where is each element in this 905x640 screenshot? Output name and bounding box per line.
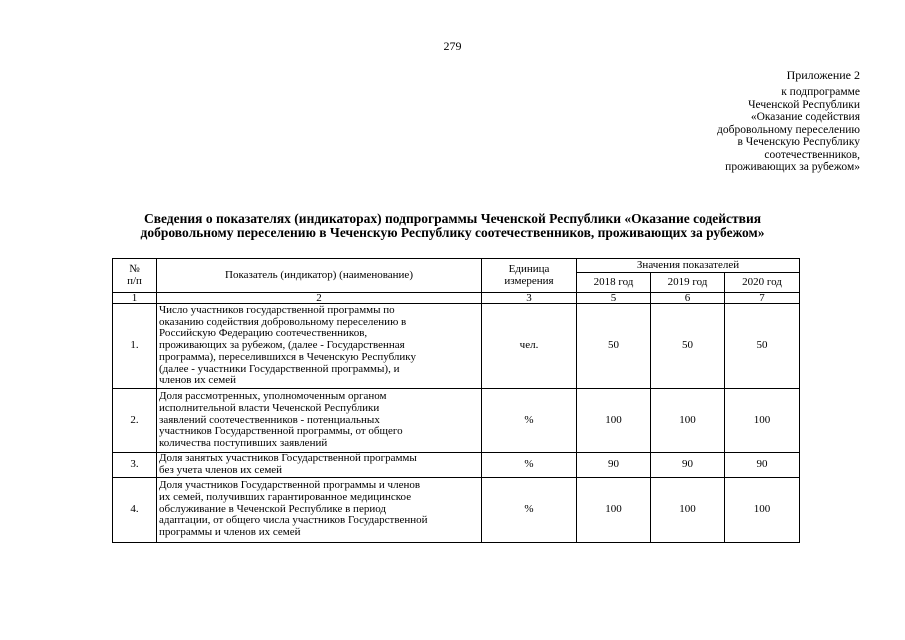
header-num-line: №	[129, 263, 140, 275]
row-num: 2.	[113, 389, 157, 453]
indicator-line: Доля участников Государственной программы и членов	[159, 479, 421, 492]
appendix-line: в Чеченскую Республику	[737, 136, 860, 148]
indicator-line: заявлений соотечественников - потенциальных	[159, 413, 380, 426]
header-num-line: п/п	[127, 274, 142, 287]
row-value-2018: 100	[577, 477, 651, 542]
row-unit: чел.	[482, 304, 577, 389]
indicator-line: их семей, получивших гарантированное медицинское	[159, 490, 412, 503]
table-row	[113, 453, 800, 478]
table-row	[113, 389, 800, 453]
document-title	[0, 212, 905, 240]
row-value-2019: 100	[651, 389, 725, 453]
row-unit: %	[482, 477, 577, 542]
header-year: 2019 год	[651, 273, 725, 293]
appendix-line: «Оказание содействия	[750, 111, 860, 123]
indicator-line: оказанию содействия добровольному переселению в	[159, 315, 407, 328]
column-number-row	[113, 293, 800, 304]
header-year: 2018 год	[577, 273, 651, 293]
indicator-line: без учета членов их семей	[159, 463, 283, 476]
header-unit	[482, 259, 577, 293]
indicator-line: программы и членов их семей	[159, 526, 301, 539]
row-value-2019: 100	[651, 477, 725, 542]
row-value-2019: 90	[651, 453, 725, 478]
header-values-group: Значения показателей	[577, 259, 800, 273]
row-value-2018: 100	[577, 389, 651, 453]
row-value-2018: 50	[577, 304, 651, 389]
header-unit-line: Единица	[508, 263, 550, 275]
row-unit: %	[482, 453, 577, 478]
indicator-line: количества поступивших заявлений	[159, 437, 328, 450]
indicator-line: Доля занятых участников Государственной программы	[159, 452, 417, 464]
indicator-line: проживающих за рубежом, (далее - Государственная	[159, 339, 405, 352]
row-value-2020: 100	[725, 389, 800, 453]
document-title-line: Сведения о показателях (индикаторах) подпрограммы Чеченской Республики «Оказание содействия	[143, 211, 762, 226]
table-row	[113, 477, 800, 542]
row-unit: %	[482, 389, 577, 453]
header-num	[113, 259, 157, 293]
indicator-line: Российскую Федерацию соотечественников,	[159, 327, 368, 340]
page-number: 279	[443, 39, 462, 53]
indicator-line: Число участников государственной программы по	[159, 303, 395, 316]
row-num: 3.	[113, 453, 157, 478]
indicator-line: участников Государственной программы, от общего	[159, 425, 403, 438]
appendix-line: Чеченской Республики	[748, 98, 860, 111]
appendix-title: Приложение 2	[786, 68, 860, 82]
row-num: 4.	[113, 477, 157, 542]
row-value-2020: 50	[725, 304, 800, 389]
row-value-2018: 90	[577, 453, 651, 478]
column-number: 1	[113, 293, 157, 304]
header-year: 2020 год	[725, 273, 800, 293]
header-unit-line: измерения	[504, 274, 554, 287]
column-number: 5	[577, 293, 651, 304]
column-number: 6	[651, 293, 725, 304]
header-indicator: Показатель (индикатор) (наименование)	[157, 259, 482, 293]
row-value-2020: 100	[725, 477, 800, 542]
appendix-subtitle	[717, 86, 860, 174]
row-indicator	[157, 477, 482, 542]
row-indicator	[157, 389, 482, 453]
appendix-line: проживающих за рубежом»	[725, 161, 860, 173]
indicators-table	[112, 258, 800, 543]
indicator-line: членов их семей	[159, 374, 236, 387]
indicator-line: обслуживание в Чеченской Республике в период	[159, 502, 386, 515]
table-row	[113, 304, 800, 389]
appendix-line: к подпрограмме	[781, 86, 860, 98]
indicator-line: Доля рассмотренных, уполномоченным органом	[159, 390, 387, 402]
column-number: 3	[482, 293, 577, 304]
appendix-line: соотечественников,	[764, 148, 860, 161]
column-number: 2	[157, 293, 482, 304]
row-num: 1.	[113, 304, 157, 389]
indicator-line: (далее - участники Государственной программы), и	[159, 362, 400, 375]
row-indicator	[157, 453, 482, 478]
row-value-2020: 90	[725, 453, 800, 478]
appendix-line: добровольному переселению	[717, 123, 860, 136]
column-number: 7	[725, 293, 800, 304]
indicator-line: исполнительной власти Чеченской Республики	[159, 401, 380, 414]
row-indicator	[157, 304, 482, 389]
indicator-line: программа), переселившихся в Чеченскую Республику	[159, 350, 416, 363]
document-title-line: добровольному переселению в Чеченскую Республику соотечественников, проживающих за рубежом»	[140, 225, 765, 240]
row-value-2019: 50	[651, 304, 725, 389]
indicator-line: адаптации, от общего числа участников Государственной	[159, 514, 428, 527]
